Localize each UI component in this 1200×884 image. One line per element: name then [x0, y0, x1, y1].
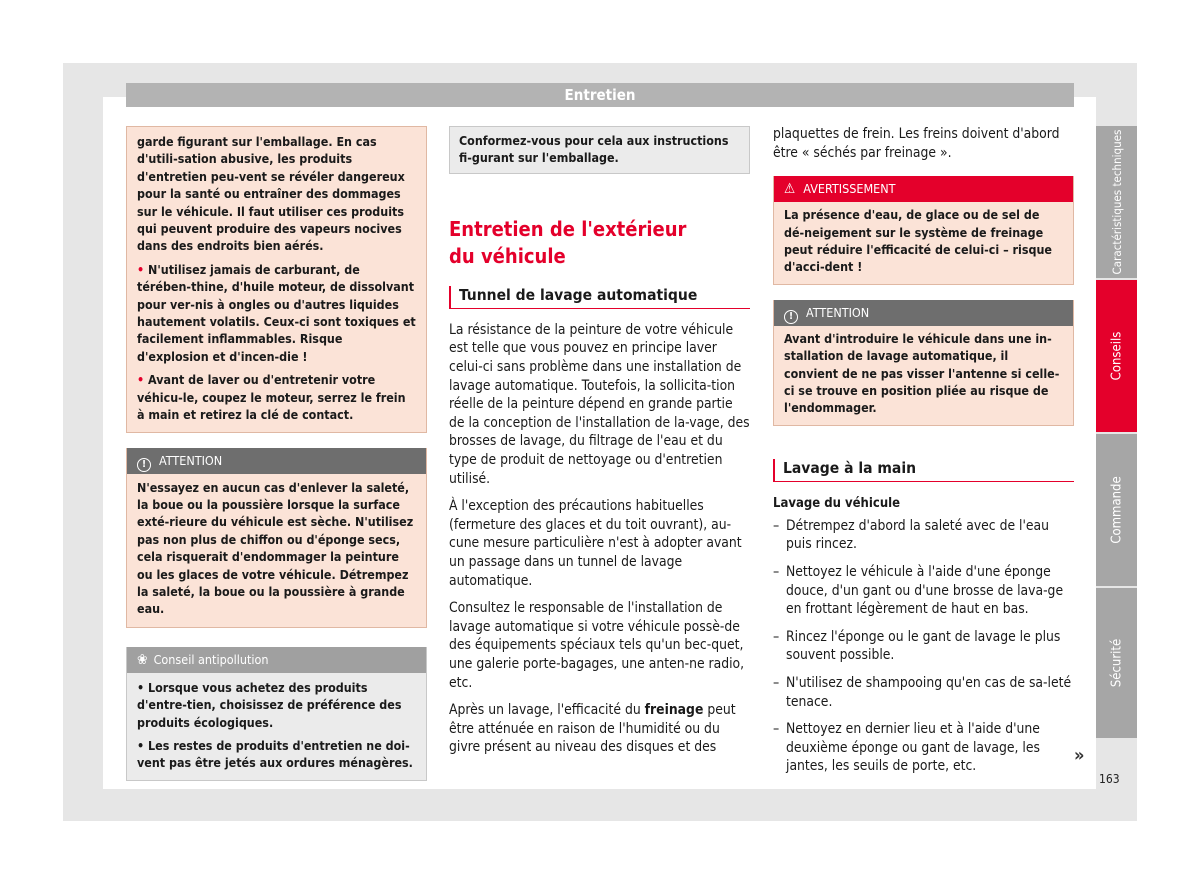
exclamation-circle-icon: !: [784, 310, 798, 324]
attention-header: ! ATTENTION: [774, 300, 1073, 326]
attention-box: [126, 448, 427, 628]
column-1: [126, 126, 427, 781]
tab-commande[interactable]: Commande: [1096, 434, 1137, 586]
exclamation-circle-icon: !: [137, 458, 151, 472]
tab-securite[interactable]: Sécurité: [1096, 588, 1137, 738]
note-box-continued: [449, 126, 750, 174]
continue-marker: »: [1074, 745, 1085, 766]
flower-icon: ❀: [137, 651, 148, 668]
paragraph: Consultez le responsable de l'installation de lavage automatique si votre véhicule possè-de des équipements spéciaux tels qu'un bec-quet, une galerie porte-bagages, une anten-ne radio, etc.: [449, 600, 745, 691]
paragraph: Après un lavage, l'efficacité du freinage peut être atténuée en raison de l'humidité ou du givre présent au niveau des disques et des: [449, 702, 736, 756]
bullet: •: [137, 261, 145, 277]
bullet: •: [137, 737, 145, 753]
sub-heading: Lavage du véhicule: [773, 495, 901, 511]
warning-text-1: garde figurant sur l'emballage. En cas d'utili-sation abusive, les produits d'entretien peu-vent se révéler dangereux pour la santé ou entraîner des dommages sur le véhicule. Il faut utiliser ces produits qui peuvent produire des vapeurs nocives dans des endroits bien aérés.: [137, 134, 405, 254]
column-3: [773, 126, 1074, 785]
chapter-header: Entretien: [126, 83, 1074, 107]
attention-text: Avant d'introduire le véhicule dans une in-stallation de lavage automatique, il convient de ne pas visser l'antenne si celle-ci se trouve en position pliée au risque de l'endommager.: [784, 330, 1060, 416]
body-text: [449, 321, 750, 757]
page-number: 163: [1099, 772, 1120, 786]
warning-text-3: Avant de laver ou d'entretenir votre véhicu-le, coupez le moteur, serrez le frein à main et retirez la clé de contact.: [137, 372, 406, 423]
warning-triangle-icon: ⚠: [784, 181, 796, 198]
tab-conseils[interactable]: Conseils: [1096, 280, 1137, 432]
subsection-title: Tunnel de lavage automatique: [449, 286, 750, 309]
list-item: – Rincez l'éponge ou le gant de lavage le plus souvent possible.: [773, 628, 1074, 665]
bullet: •: [137, 679, 145, 695]
eco-tip-box: [126, 647, 427, 781]
eco-text-1: Lorsque vous achetez des produits d'entre-tien, choisissez de préférence des produits écologiques.: [137, 679, 402, 730]
note-text: Conformez-vous pour cela aux instructions fi-gurant sur l'emballage.: [459, 133, 729, 166]
steps-list: [773, 517, 1074, 776]
tab-caracteristiques-techniques[interactable]: Caractéristiques techniques: [1096, 126, 1137, 278]
warning-box: [773, 176, 1074, 285]
warning-text: La présence d'eau, de glace ou de sel de dé-neigement sur le système de freinage peut réduire l'efficacité de celui-ci – risque d'acci-dent !: [784, 207, 1052, 275]
paragraph: À l'exception des précautions habituelles (fermeture des glaces et du toit ouvrant), au-cune mesure particulière n'est à adopter avant un passage dans un tunnel de lavage automatique.: [449, 498, 742, 589]
warning-text-2: N'utilisez jamais de carburant, de térében-thine, d'huile moteur, de dissolvant pour ver-nis à ongles ou d'autres liquides hautement volatils. Ceux-ci sont toxiques et facilement inflammables. Risque d'explosion et d'incen-die !: [137, 261, 416, 364]
list-item: – Nettoyez le véhicule à l'aide d'une éponge douce, d'un gant ou d'une brosse de lava-ge en frottant légèrement de haut en bas.: [773, 563, 1074, 619]
attention-text: N'essayez en aucun cas d'enlever la saleté, la boue ou la poussière lorsque la surface exté-rieure du véhicule est sèche. N'utilisez pas non plus de chiffon ou d'éponge secs, cela risquerait d'endommager la peinture ou les glaces de votre véhicule. Détrempez la saleté, la boue ou la poussière à grande eau.: [137, 479, 414, 617]
paragraph: plaquettes de frein. Les freins doivent d'abord être « séchés par freinage ».: [773, 126, 1060, 161]
column-2: [449, 126, 750, 766]
list-item: – Détrempez d'abord la saleté avec de l'eau puis rincez.: [773, 517, 1074, 554]
warning-header: ⚠ AVERTISSEMENT: [774, 176, 1073, 202]
warning-box-continued: [126, 126, 427, 433]
list-item: – Nettoyez en dernier lieu et à l'aide d'une deuxième éponge ou gant de lavage, les jantes, les seuils de porte, etc.: [773, 720, 1074, 776]
bullet: •: [137, 372, 145, 388]
attention-box: [773, 300, 1074, 426]
section-title: Entretien de l'extérieur du véhicule: [449, 216, 687, 268]
list-item: – N'utilisez de shampooing qu'en cas de sa-leté tenace.: [773, 674, 1074, 711]
eco-tip-header: ❀ Conseil antipollution: [127, 647, 426, 673]
attention-header: ! ATTENTION: [127, 448, 426, 474]
paragraph: La résistance de la peinture de votre véhicule est telle que vous pouvez en principe laver celui-ci sans problème dans une installation de lavage automatique. Toutefois, la sollicita-tion réelle de la peinture dépend en grande partie de la conception de l'installation de la-vage, des brosses de lavage, du filtrage de l'eau et du type de produit de nettoyage ou d'entretien utilisé.: [449, 321, 750, 487]
subsection-title: Lavage à la main: [773, 459, 1074, 482]
eco-text-2: Les restes de produits d'entretien ne doi-vent pas être jetés aux ordures ménagères.: [137, 737, 413, 771]
